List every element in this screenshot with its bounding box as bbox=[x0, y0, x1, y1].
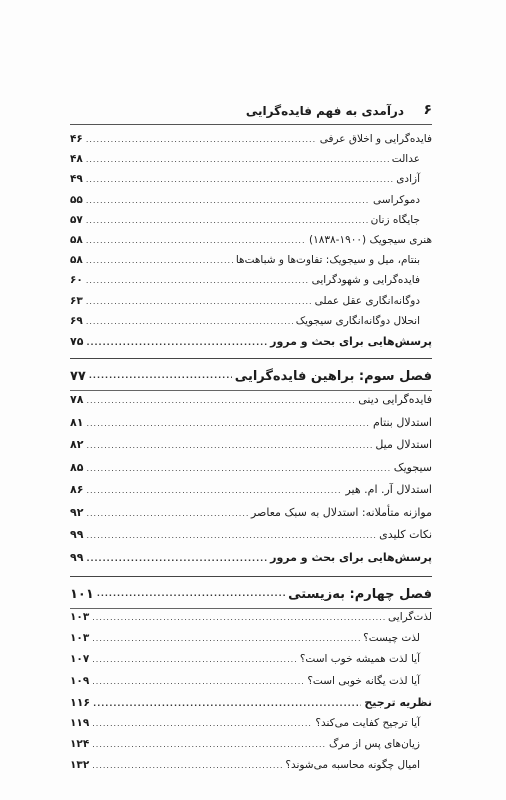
toc-entry[interactable] bbox=[70, 134, 432, 154]
chapter-title: فصل چهارم: به‌زیستی bbox=[288, 586, 432, 602]
dot-leader bbox=[86, 156, 389, 164]
toc-entry-title: آیا ترجیح کفایت می‌کند؟ bbox=[315, 717, 420, 729]
toc-entry-page: ۱۲۴ bbox=[70, 738, 90, 751]
toc-block-chapter2 bbox=[70, 134, 432, 356]
toc-chapter-4[interactable] bbox=[70, 581, 432, 607]
toc-entry-page: ۸۶ bbox=[70, 483, 84, 497]
toc-entry-title: نکات کلیدی bbox=[379, 528, 432, 542]
toc-block-chapter3 bbox=[70, 394, 432, 574]
dot-leader bbox=[86, 532, 376, 540]
dot-leader bbox=[86, 339, 267, 347]
toc-entry-title: جایگاه زنان bbox=[370, 213, 420, 226]
toc-entry[interactable] bbox=[70, 739, 432, 760]
toc-entry[interactable] bbox=[70, 336, 432, 356]
toc-entry-page: ۵۸ bbox=[70, 254, 83, 267]
dot-leader bbox=[92, 762, 282, 770]
toc-entry-title: امیال چگونه محاسبه می‌شوند؟ bbox=[285, 759, 420, 772]
chapter-title: فصل سوم: براهین فایده‌گرایی bbox=[234, 368, 432, 384]
running-title: درآمدی به فهم فایده‌گرایی bbox=[245, 104, 404, 118]
dot-leader bbox=[86, 397, 355, 405]
toc-entry[interactable] bbox=[70, 529, 432, 552]
toc-entry[interactable] bbox=[70, 462, 432, 485]
toc-entry[interactable] bbox=[70, 676, 432, 697]
toc-entry-page: ۱۱۹ bbox=[70, 717, 90, 729]
toc-entry-title: بنتام، میل و سیجویک: تفاوت‌ها و شباهت‌ها bbox=[235, 254, 420, 267]
toc-entry-title: استدلال میل bbox=[375, 438, 432, 452]
dot-leader bbox=[93, 700, 361, 708]
toc-entry[interactable] bbox=[70, 235, 432, 255]
dot-leader bbox=[86, 442, 372, 450]
dot-leader bbox=[86, 176, 393, 184]
dot-leader bbox=[92, 741, 326, 749]
toc-entry[interactable] bbox=[70, 484, 432, 507]
dot-leader bbox=[92, 656, 297, 664]
dot-leader bbox=[86, 277, 309, 285]
toc-entry-page: ۱۰۷ bbox=[70, 653, 90, 666]
toc-entry-page: ۷۵ bbox=[70, 334, 84, 348]
toc-entry-title: موازنه متأملانه: استدلال به سبک معاصر bbox=[250, 505, 432, 519]
dot-leader bbox=[86, 420, 370, 428]
toc-entry-page: ۷۸ bbox=[70, 393, 84, 407]
chapter-divider bbox=[70, 608, 432, 609]
page-number: ۶ bbox=[423, 102, 432, 118]
toc-entry[interactable] bbox=[70, 275, 432, 295]
dot-leader bbox=[92, 614, 385, 622]
table-of-contents bbox=[70, 134, 432, 782]
toc-chapter-3[interactable] bbox=[70, 363, 432, 389]
toc-entry[interactable] bbox=[70, 394, 432, 417]
chapter-divider bbox=[70, 576, 432, 577]
dot-leader bbox=[92, 720, 312, 728]
toc-entry[interactable] bbox=[70, 316, 432, 336]
toc-entry-page: ۶۰ bbox=[70, 274, 83, 287]
toc-entry-page: ۱۱۶ bbox=[70, 695, 91, 709]
toc-entry-title: عدالت bbox=[391, 153, 420, 166]
toc-entry[interactable] bbox=[70, 612, 432, 633]
toc-entry-page: ۹۹ bbox=[70, 528, 84, 542]
toc-entry[interactable] bbox=[70, 154, 432, 174]
toc-entry-page: ۸۱ bbox=[70, 415, 84, 429]
toc-entry[interactable] bbox=[70, 174, 432, 194]
dot-leader bbox=[86, 257, 233, 265]
toc-entry-title: دوگانه‌انگاری عقل عملی bbox=[314, 294, 420, 307]
toc-entry[interactable] bbox=[70, 296, 432, 316]
toc-entry-title: زیان‌های پس از مرگ bbox=[329, 738, 420, 751]
dot-leader bbox=[86, 237, 306, 245]
dot-leader bbox=[86, 318, 293, 326]
toc-entry[interactable] bbox=[70, 552, 432, 575]
page-header bbox=[70, 102, 432, 124]
toc-entry-title: لذت‌گرایی bbox=[388, 611, 432, 624]
toc-entry[interactable] bbox=[70, 195, 432, 215]
chapter-page: ۷۷ bbox=[70, 368, 86, 384]
toc-entry-page: ۶۳ bbox=[70, 294, 83, 307]
dot-leader bbox=[86, 217, 368, 225]
toc-entry-page: ۱۰۹ bbox=[70, 674, 90, 687]
chapter-divider bbox=[70, 358, 432, 359]
toc-entry-page: ۹۲ bbox=[70, 505, 84, 519]
toc-entry-title: فایده‌گرایی و شهودگرایی bbox=[311, 274, 420, 287]
dot-leader bbox=[86, 298, 312, 306]
toc-entry[interactable] bbox=[70, 215, 432, 235]
toc-entry-page: ۵۸ bbox=[70, 233, 83, 246]
chapter-divider bbox=[70, 390, 432, 391]
toc-entry-page: ۱۰۳ bbox=[70, 611, 90, 624]
toc-entry[interactable] bbox=[70, 633, 432, 654]
toc-entry[interactable] bbox=[70, 654, 432, 675]
dot-leader bbox=[86, 136, 317, 144]
toc-entry-title: سیجویک bbox=[393, 460, 432, 474]
toc-entry-title: پرسش‌هایی برای بحث و مرور bbox=[270, 334, 432, 348]
dot-leader bbox=[86, 555, 267, 563]
toc-entry[interactable] bbox=[70, 697, 432, 718]
toc-entry[interactable] bbox=[70, 439, 432, 462]
toc-entry-page: ۴۶ bbox=[70, 133, 83, 145]
toc-entry-title: پرسش‌هایی برای بحث و مرور bbox=[270, 550, 432, 564]
toc-entry-title: دموکراسی bbox=[373, 193, 420, 206]
dot-leader bbox=[97, 590, 285, 598]
toc-entry-page: ۹۹ bbox=[70, 550, 84, 564]
dot-leader bbox=[92, 635, 360, 643]
toc-entry-title: فایده‌گرایی و اخلاق عرفی bbox=[319, 133, 432, 145]
toc-entry[interactable] bbox=[70, 507, 432, 530]
toc-entry-title: آیا لذت یگانه خوبی است؟ bbox=[307, 674, 420, 687]
dot-leader bbox=[86, 487, 342, 495]
toc-entry-title: هنری سیجویک (۱۹۰۰-۱۸۳۸) bbox=[308, 233, 432, 246]
toc-entry-page: ۶۹ bbox=[70, 314, 83, 327]
toc-entry-title: آیا لذت همیشه خوب است؟ bbox=[299, 653, 420, 666]
toc-entry-title: فایده‌گرایی دینی bbox=[358, 393, 432, 407]
toc-entry-page: ۱۰۳ bbox=[70, 632, 90, 645]
dot-leader bbox=[86, 510, 248, 518]
toc-entry-title: انحلال دوگانه‌انگاری سیجویک bbox=[295, 314, 420, 327]
toc-entry-page: ۱۳۲ bbox=[70, 759, 90, 772]
toc-entry-title: لذت چیست؟ bbox=[363, 632, 420, 645]
toc-entry-title: استدلال آر. ام. هیر bbox=[345, 483, 432, 497]
toc-entry[interactable] bbox=[70, 255, 432, 275]
dot-leader bbox=[86, 465, 390, 473]
toc-entry-title: استدلال بنتام bbox=[373, 415, 432, 429]
toc-entry[interactable] bbox=[70, 760, 432, 781]
toc-block-chapter4 bbox=[70, 612, 432, 782]
dot-leader bbox=[89, 372, 232, 380]
toc-entry-page: ۸۵ bbox=[70, 460, 84, 474]
toc-entry-page: ۵۷ bbox=[70, 213, 83, 226]
toc-entry-page: ۵۵ bbox=[70, 193, 83, 206]
dot-leader bbox=[86, 197, 370, 205]
chapter-page: ۱۰۱ bbox=[70, 586, 94, 602]
toc-entry-page: ۸۲ bbox=[70, 438, 84, 452]
toc-entry-page: ۴۹ bbox=[70, 173, 83, 186]
dot-leader bbox=[92, 678, 304, 686]
toc-entry-page: ۴۸ bbox=[70, 153, 83, 166]
header-rule bbox=[70, 124, 432, 125]
toc-entry-title: نظریه ترجیح bbox=[364, 695, 432, 709]
toc-entry[interactable] bbox=[70, 417, 432, 440]
toc-entry-title: آزادی bbox=[396, 173, 420, 186]
toc-entry[interactable] bbox=[70, 718, 432, 739]
